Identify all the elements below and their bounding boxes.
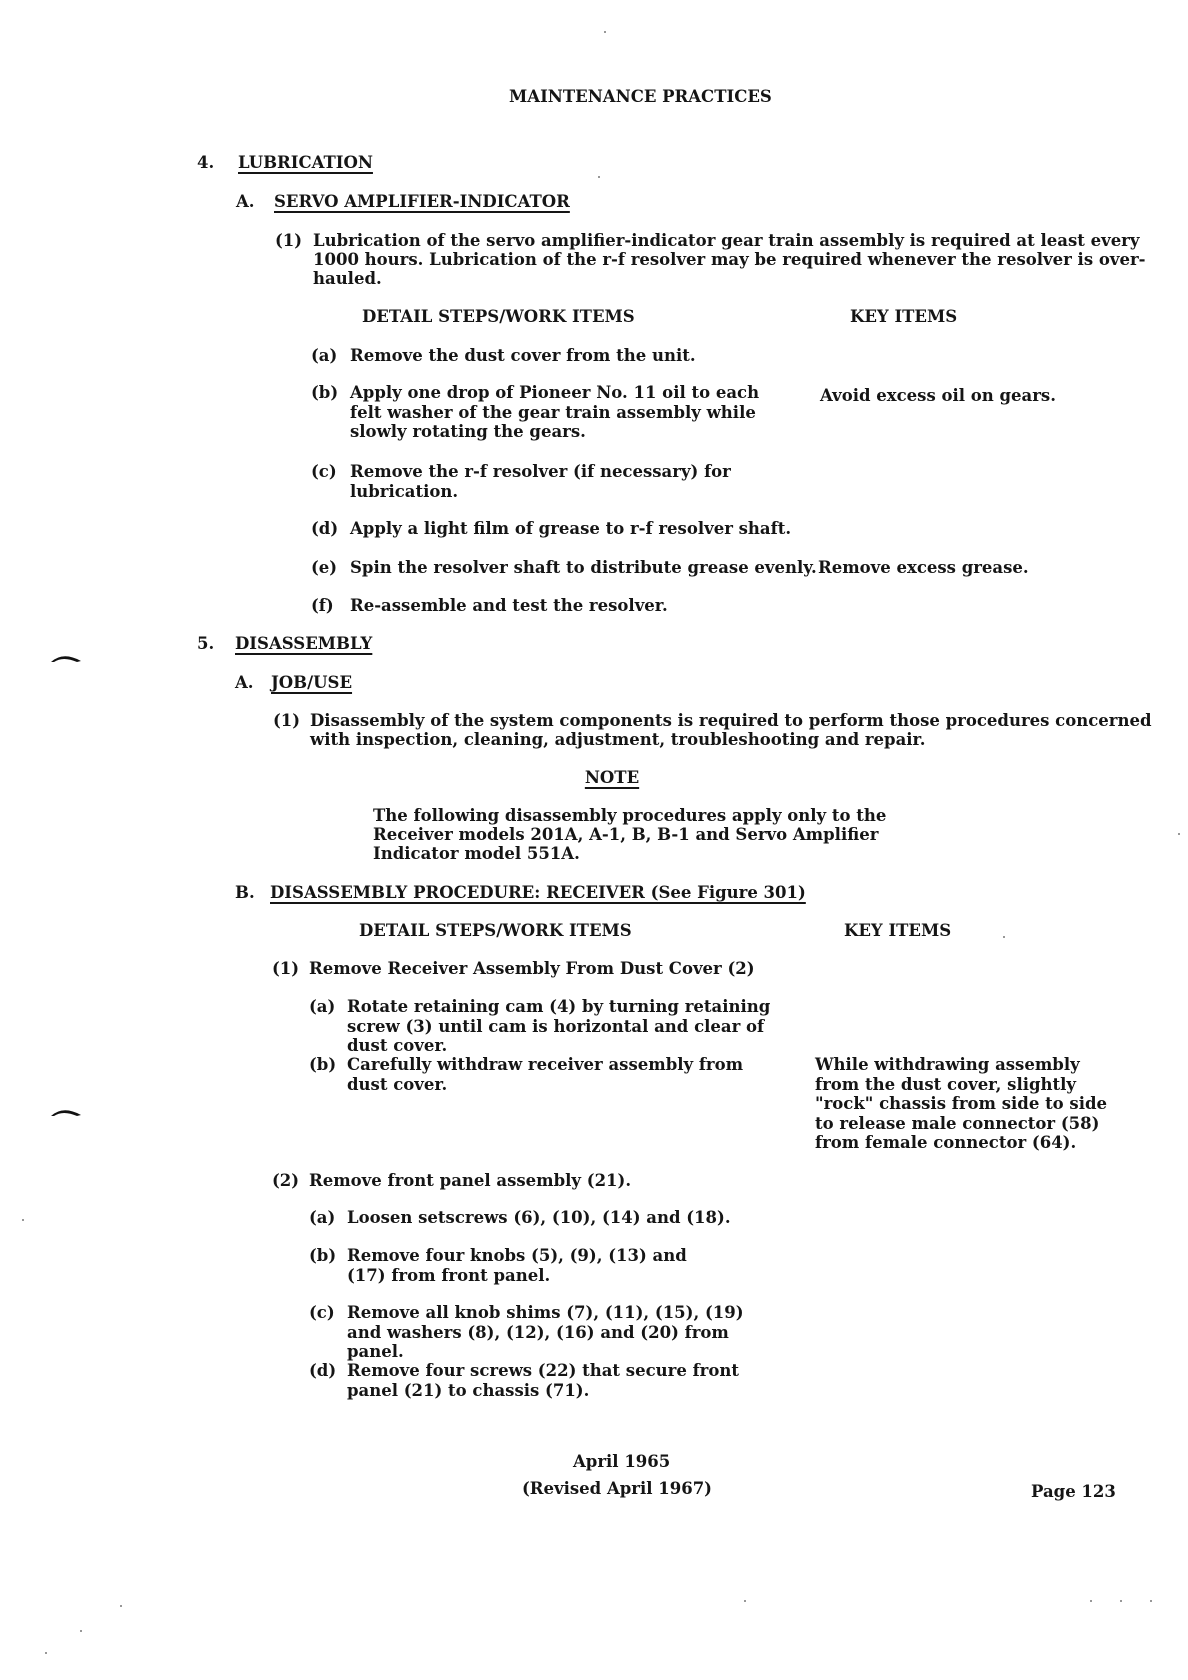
footer-revised: (Revised April 1967) xyxy=(522,1479,712,1498)
note-line1: The following disassembly procedures apply only to the xyxy=(373,806,887,825)
subsection-5b-title: DISASSEMBLY PROCEDURE: RECEIVER (See Figure 301) xyxy=(270,883,806,902)
scan-speck xyxy=(120,1605,122,1607)
step-label: (b) xyxy=(311,383,339,402)
para-5a1-line2: with inspection, cleaning, adjustment, troubleshooting and repair. xyxy=(310,730,926,749)
scan-speck xyxy=(1120,1600,1122,1602)
substep-text: Loosen setscrews (6), (10), (14) and (18). xyxy=(347,1208,731,1227)
para-4a1-number: (1) xyxy=(275,231,303,250)
step-text: Apply one drop of Pioneer No. 11 oil to each felt washer of the gear train assembly while slowly rotating the gears. xyxy=(350,383,760,441)
scan-speck xyxy=(80,1630,82,1632)
scan-speck xyxy=(1003,936,1005,938)
subsection-5b-letter: B. xyxy=(235,883,255,902)
key-item-text: Avoid excess oil on gears. xyxy=(820,386,1056,405)
section-4-title: LUBRICATION xyxy=(238,153,373,172)
para-5a1-number: (1) xyxy=(273,711,301,730)
step-text: Re-assemble and test the resolver. xyxy=(350,596,668,615)
scan-speck xyxy=(1150,1600,1152,1602)
change-mark-icon xyxy=(49,1104,83,1118)
note-line2: Receiver models 201A, A-1, B, B-1 and Servo Amplifier xyxy=(373,825,879,844)
step-label: (f) xyxy=(311,596,334,615)
column-header-detail-steps: DETAIL STEPS/WORK ITEMS xyxy=(359,921,632,940)
substep-text: Carefully withdraw receiver assembly from dust cover. xyxy=(347,1055,744,1094)
section-5-number: 5. xyxy=(197,634,215,653)
substep-text: Remove four screws (22) that secure front panel (21) to chassis (71). xyxy=(347,1361,739,1400)
para-4a1-line2: 1000 hours. Lubrication of the r-f resolver may be required whenever the resolver is over- xyxy=(313,250,1146,269)
step-title: Remove Receiver Assembly From Dust Cover (2) xyxy=(309,959,755,978)
scan-speck xyxy=(1178,833,1180,835)
step-label: (c) xyxy=(311,462,337,481)
scan-speck xyxy=(744,1600,746,1602)
step-label: (a) xyxy=(311,346,338,365)
substep-label: (a) xyxy=(309,1208,336,1227)
step-number: (1) xyxy=(272,959,300,978)
subsection-5a-title: JOB/USE xyxy=(271,673,353,692)
scan-speck xyxy=(45,1652,47,1654)
step-text: Remove the dust cover from the unit. xyxy=(350,346,696,365)
para-4a1-line1: Lubrication of the servo amplifier-indicator gear train assembly is required at least every xyxy=(313,231,1140,250)
note-heading: NOTE xyxy=(584,768,640,787)
para-5a1-line1: Disassembly of the system components is required to perform those procedures concerned xyxy=(310,711,1152,730)
substep-label: (b) xyxy=(309,1246,337,1265)
substep-text: Rotate retaining cam (4) by turning retaining screw (3) until cam is horizontal and clear of dust cover. xyxy=(347,997,771,1055)
step-title: Remove front panel assembly (21). xyxy=(309,1171,632,1190)
step-text: Apply a light film of grease to r-f resolver shaft. xyxy=(350,519,792,538)
scan-speck xyxy=(598,176,600,178)
substep-text: Remove four knobs (5), (9), (13) and (17) from front panel. xyxy=(347,1246,687,1285)
subsection-4a-title: SERVO AMPLIFIER-INDICATOR xyxy=(274,192,570,211)
substep-text: Remove all knob shims (7), (11), (15), (19) and washers (8), (12), (16) and (20) from panel. xyxy=(347,1303,744,1361)
para-4a1-line3: hauled. xyxy=(313,269,382,288)
substep-label: (b) xyxy=(309,1055,337,1074)
change-mark-icon xyxy=(49,650,83,664)
page-header-title: MAINTENANCE PRACTICES xyxy=(509,87,772,106)
note-line3: Indicator model 551A. xyxy=(373,844,580,863)
step-label: (e) xyxy=(311,558,338,577)
scan-speck xyxy=(22,1219,24,1221)
step-text: Spin the resolver shaft to distribute grease evenly. xyxy=(350,558,817,577)
subsection-4a-letter: A. xyxy=(236,192,255,211)
section-4-number: 4. xyxy=(197,153,215,172)
step-text: Remove the r-f resolver (if necessary) for lubrication. xyxy=(350,462,731,501)
key-item-text: While withdrawing assembly from the dust cover, slightly "rock" chassis from side to side to release male connector (58) from female connector (64). xyxy=(815,1055,1108,1152)
column-header-key-items: KEY ITEMS xyxy=(850,307,958,326)
footer-date: April 1965 xyxy=(573,1452,671,1471)
section-5-title: DISASSEMBLY xyxy=(235,634,373,653)
step-label: (d) xyxy=(311,519,339,538)
page-number: Page 123 xyxy=(1031,1482,1116,1501)
substep-label: (a) xyxy=(309,997,336,1016)
scan-speck xyxy=(604,31,606,33)
key-item-text: Remove excess grease. xyxy=(818,558,1029,577)
step-number: (2) xyxy=(272,1171,300,1190)
subsection-5a-letter: A. xyxy=(235,673,254,692)
column-header-key-items: KEY ITEMS xyxy=(844,921,952,940)
column-header-detail-steps: DETAIL STEPS/WORK ITEMS xyxy=(362,307,635,326)
substep-label: (d) xyxy=(309,1361,337,1380)
scan-speck xyxy=(1090,1600,1092,1602)
substep-label: (c) xyxy=(309,1303,335,1322)
